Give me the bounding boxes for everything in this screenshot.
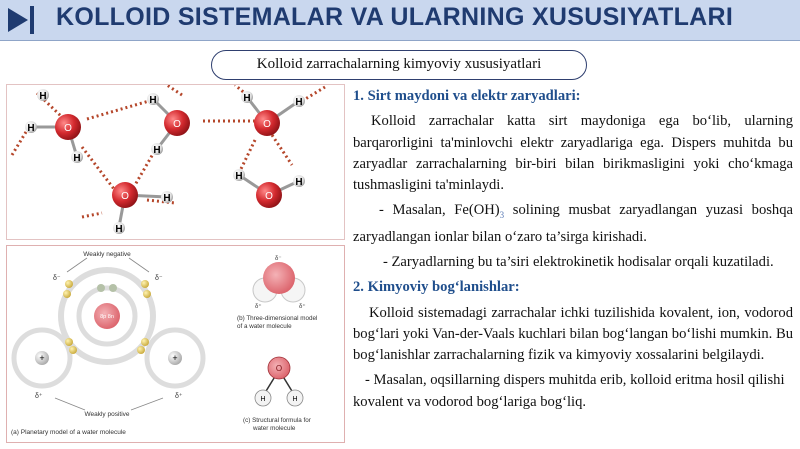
header-bar	[0, 0, 800, 41]
plus-label: +	[39, 353, 45, 363]
subscript-3: 3	[499, 210, 505, 221]
delta-plus-label: δ⁺	[299, 304, 306, 310]
caption-c-line2: water molecule	[253, 425, 296, 432]
section-1-paragraph-2	[353, 200, 793, 248]
hydrogen-label: H	[115, 224, 123, 235]
h-label: H	[292, 396, 298, 403]
hydrogen-label: H	[243, 93, 251, 104]
three-dimensional-model	[237, 256, 317, 330]
o-label: O	[275, 364, 283, 373]
section-1-paragraph-3: - Zaryadlarning bu ta’siri elektrokinetik hodisalar orqali kuzatiladi.	[383, 253, 774, 270]
hydrogen-label: H	[73, 153, 81, 164]
delta-minus-label: δ⁻	[155, 275, 163, 282]
hydrogen-label: H	[295, 97, 303, 108]
section-2-paragraph-1: Kolloid sistemadagi zarrachalar ichki tuzilishida kovalent, ion, vodorod bog‘lari yoki Van-der-Vaals kuchlari bilan bog‘langan bo‘lishi mumkin. Bu bog‘lanishlar zarrachalarning fizik va kimyoviy xossalarini belgilaydi.	[353, 304, 793, 364]
oxygen-label: O	[173, 119, 181, 130]
caption-c-line1: (c) Structural formula for	[243, 417, 311, 424]
hydrogen-label: H	[235, 171, 243, 182]
caption-b-line2: of a water molecule	[237, 323, 292, 330]
delta-plus-label: δ⁺	[175, 393, 183, 400]
nucleus-label: 8p 8n	[100, 314, 114, 320]
oxygen-label: O	[263, 119, 271, 130]
hydrogen-label: H	[39, 91, 47, 102]
water-molecule-1	[25, 89, 83, 164]
section-1-paragraph-1: Kolloid zarrachalar katta sirt maydoniga ega bo‘lib, ularning barqarorligini ta'minlovchi elektr zaryadlariga ega. Dispers muhitda bu zaryadlar zarrachalarning bir-biri bilan birikmasligini yoki cho‘kmaga tushmasligini ta'minlaydi.	[353, 113, 793, 194]
play-triangle-icon	[8, 8, 28, 32]
water-hydrogen-bonds-figure	[6, 84, 345, 240]
delta-plus-label: δ⁺	[255, 304, 262, 310]
water-molecule-models-figure	[6, 245, 345, 443]
water-molecule-4	[241, 91, 305, 136]
oxygen-label: O	[265, 191, 273, 202]
structural-formula	[243, 357, 311, 432]
hydrogen-label: H	[149, 95, 157, 106]
weakly-negative-label: Weakly negative	[83, 251, 131, 258]
water-molecules-svg	[7, 85, 344, 239]
caption-b-line1: (b) Three-dimensional model	[237, 315, 318, 322]
header-accent-bar	[30, 6, 34, 34]
example-text-start: - Masalan, Fe(OH)	[379, 202, 500, 219]
delta-minus-label: δ⁻	[53, 275, 61, 282]
hydrogen-label: H	[295, 177, 303, 188]
section-2-paragraph-2: - Masalan, oqsillarning dispers muhitda erib, kolloid eritma hosil qilishi kovalent va vodorod bog‘lariga bog‘liq.	[353, 372, 785, 410]
slide-title: KOLLOID SISTEMALAR VA ULARNING XUSUSIYATLARI	[56, 3, 734, 31]
water-molecule-2	[147, 93, 190, 156]
delta-plus-label: δ⁺	[35, 393, 43, 400]
example-text-end: solining musbat zaryadlangan yuzasi boshqa zaryadlangan ionlar bilan o‘zaro ta’sirga kirishadi.	[353, 202, 793, 245]
hydrogen-label: H	[27, 123, 35, 134]
content-text	[353, 86, 793, 413]
hydrogen-label: H	[153, 145, 161, 156]
delta-minus-label: δ⁻	[275, 256, 282, 262]
plus-label: +	[172, 353, 178, 363]
oxygen-label: O	[121, 191, 129, 202]
section-1-heading: 1. Sirt maydoni va elektr zaryadlari:	[353, 88, 581, 104]
subtitle-pill: Kolloid zarrachalarning kimyoviy xususiyatlari	[211, 50, 587, 80]
water-molecule-3	[112, 182, 173, 235]
water-molecule-5	[233, 169, 305, 208]
hydrogen-label: H	[163, 193, 171, 204]
weakly-positive-label: Weakly positive	[84, 411, 130, 418]
h-label: H	[260, 396, 266, 403]
oxygen-label: O	[64, 123, 72, 134]
section-2-heading: 2. Kimyoviy bog‘lanishlar:	[353, 279, 520, 296]
caption-a: (a) Planetary model of a water molecule	[11, 429, 126, 436]
water-models-svg	[7, 246, 344, 442]
